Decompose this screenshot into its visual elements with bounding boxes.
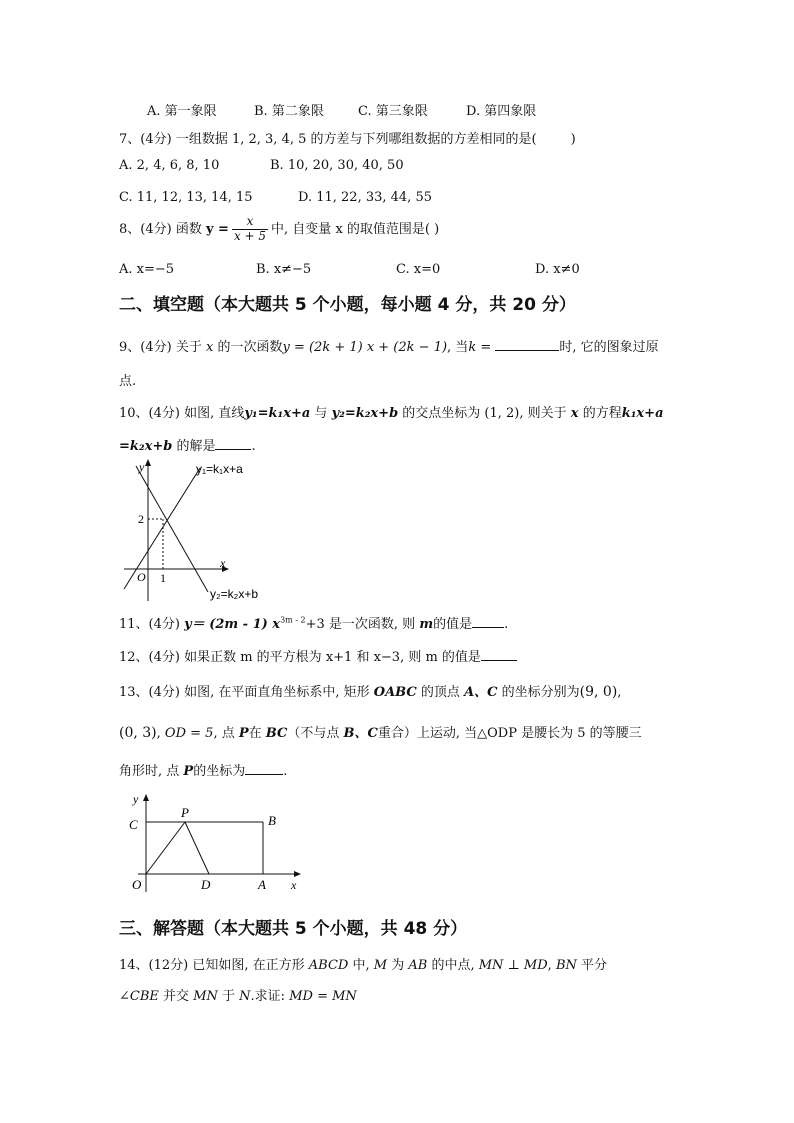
q7-option-b: B. 10, 20, 30, 40, 50 xyxy=(270,158,404,173)
q9-text-c: , 当 xyxy=(447,340,469,355)
q10-graph-figure xyxy=(110,456,280,606)
q13-bc2: B、C xyxy=(343,726,378,741)
q9-answer-blank[interactable] xyxy=(495,338,559,351)
q10-text-d: 的解是 xyxy=(176,439,216,454)
q14-mn: MN xyxy=(193,989,218,1004)
q11-text-c: +3 是一次函数, 则 xyxy=(305,617,416,632)
fig10-origin-label: O xyxy=(137,570,146,584)
fig10-y-label: y xyxy=(139,460,145,474)
q10-mid: 与 xyxy=(314,406,328,421)
question-13-line3 xyxy=(119,762,287,781)
q8-pre: 8、(4分) 函数 xyxy=(119,221,202,237)
question-9-line2: 点. xyxy=(119,374,137,389)
fig13-label-y: y xyxy=(133,792,139,806)
q11-expr: y＝ (2m - 1) x xyxy=(184,617,281,632)
q10-answer-blank[interactable] xyxy=(215,437,251,450)
question-12 xyxy=(119,648,517,667)
q8-option-d: D. x≠0 xyxy=(535,262,580,277)
q10-eq1: y₁=k₁x+a xyxy=(244,406,311,421)
q10-text-c: 的方程 xyxy=(582,406,622,421)
q13-text-i: 的坐标为 xyxy=(193,764,246,779)
q14-text-c: 为 xyxy=(391,958,405,973)
q6-option-c: C. 第三象限 xyxy=(358,104,428,119)
fig13-x-arrow xyxy=(294,871,301,877)
q14-conclusion: MD = MN xyxy=(289,989,357,1004)
q9-formula: y = (2k + 1) x + (2k − 1) xyxy=(282,340,448,355)
q6-option-d: D. 第四象限 xyxy=(466,104,537,119)
q10-text-b: 的交点坐标为 (1, 2), 则关于 xyxy=(402,406,567,421)
fig10-line-y2 xyxy=(136,466,208,592)
fig10-tick-x: 1 xyxy=(160,571,166,585)
q9-text-d: 时, 它的图象过原 xyxy=(559,340,659,355)
q11-var-m: m xyxy=(419,617,434,632)
section-2-heading: 二、填空题（本大题共 5 个小题，每小题 4 分，共 20 分） xyxy=(119,295,576,315)
q8-post: 中, 自变量 x 的取值范围是( ) xyxy=(271,221,440,237)
q13-oabc: OABC xyxy=(373,685,417,700)
q7-close-paren: ) xyxy=(570,132,576,147)
q14-comma: , xyxy=(547,958,552,973)
q10-text-a: 10、(4分) 如图, 直线 xyxy=(119,406,245,421)
q13-coord-a: (9, 0) xyxy=(579,684,618,700)
question-8-stem xyxy=(119,215,439,244)
q11-answer-blank[interactable] xyxy=(472,615,504,628)
q7-option-a: A. 2, 4, 6, 8, 10 xyxy=(119,158,220,173)
fig10-x-label: x xyxy=(220,556,226,570)
q13-text-b: 的顶点 xyxy=(420,685,460,700)
q13-ac: A、C xyxy=(464,685,498,700)
q11-text-d: 的值是 xyxy=(433,617,473,632)
question-10-line1 xyxy=(119,406,664,423)
q8-option-c: C. x=0 xyxy=(396,262,441,277)
question-11 xyxy=(119,615,508,634)
q14-text-b: 中, xyxy=(352,958,370,973)
q7-option-c: C. 11, 12, 13, 14, 15 xyxy=(119,190,253,205)
fig13-label-c: C xyxy=(129,817,138,832)
q14-text-a: 14、(12分) 已知如图, 在正方形 xyxy=(119,958,305,973)
section-3-heading: 三、解答题（本大题共 5 个小题，共 48 分） xyxy=(119,919,468,939)
q12-answer-blank[interactable] xyxy=(481,648,517,661)
q6-option-a: A. 第一象限 xyxy=(147,104,217,119)
q14-bn: BN xyxy=(555,958,577,973)
fig10-line2-label: y₂=k₂x+b xyxy=(210,587,259,601)
q14-ab: AB xyxy=(408,958,428,973)
fig10-y-arrow xyxy=(145,459,151,466)
fig13-y-arrow xyxy=(143,794,149,801)
q7-stem-text: 7、(4分) 一组数据 1, 2, 3, 4, 5 的方差与下列哪组数据的方差相同的是( xyxy=(119,132,537,147)
q13-coord-c: (0, 3) xyxy=(119,725,157,741)
q14-text-g: 并交 xyxy=(163,989,190,1004)
question-9-line1 xyxy=(119,338,659,357)
question-7-stem xyxy=(119,132,576,149)
q11-exponent: 3m - 2 xyxy=(280,615,306,625)
question-14-line1 xyxy=(119,958,607,975)
fig13-label-x: x xyxy=(291,878,297,892)
fig13-label-d: D xyxy=(201,877,211,892)
q10-eq2: y₂=k₂x+b xyxy=(331,406,399,421)
fig13-label-b: B xyxy=(268,813,276,828)
q11-num: 11、(4分) xyxy=(119,617,180,632)
q14-text-i: .求证: xyxy=(250,989,286,1004)
q14-text-h: 于 xyxy=(222,989,236,1004)
q13-text-a: 13、(4分) 如图, 在平面直角坐标系中, 矩形 xyxy=(119,685,370,700)
q13-text-g: 重合）上运动, 当△ODP 是腰长为 5 的等腰三 xyxy=(377,726,642,741)
q9-text-a: 9、(4分) 关于 xyxy=(119,340,202,355)
q12-text: 12、(4分) 如果正数 m 的平方根为 x+1 和 x−3, 则 m 的值是 xyxy=(119,650,481,665)
q9-k-eq: k = xyxy=(468,340,492,355)
q14-perp: MN ⊥ MD xyxy=(478,958,548,973)
q13-comma: , xyxy=(617,685,622,700)
q13-comma2: , xyxy=(156,726,161,741)
q14-angle: ∠CBE xyxy=(119,989,159,1004)
q13-text-c: 的坐标分别为 xyxy=(501,685,580,700)
q10-eq-cont: =k₂x+b xyxy=(119,439,173,454)
q8-fraction xyxy=(232,215,268,244)
q8-option-a: A. x=−5 xyxy=(119,262,175,277)
q9-var-x: x xyxy=(205,340,214,355)
question-13-line2 xyxy=(119,724,642,743)
q13-od: OD = 5 xyxy=(164,726,214,741)
q13-p: P xyxy=(238,726,249,741)
q14-abcd: ABCD xyxy=(308,958,349,973)
q13-text-f: （不与点 xyxy=(287,726,340,741)
q9-text-b: 的一次函数 xyxy=(217,340,283,355)
q8-denominator: x + 5 xyxy=(233,228,267,243)
question-14-line2 xyxy=(119,989,357,1006)
q13-bc: BC xyxy=(265,726,288,741)
question-10-line2 xyxy=(119,437,256,456)
q13-text-e: 在 xyxy=(248,726,262,741)
fig13-label-a: A xyxy=(258,877,266,892)
q7-option-d: D. 11, 22, 33, 44, 55 xyxy=(298,190,432,205)
q13-period: . xyxy=(283,764,288,779)
fig10-line1-label: y₁=k₁x+a xyxy=(196,462,243,476)
q10-eq3: k₁x+a xyxy=(621,406,664,421)
fig13-segment-op xyxy=(146,822,185,874)
q13-rectangle-figure xyxy=(124,790,314,896)
q13-text-d: , 点 xyxy=(213,726,235,741)
q8-numerator: x xyxy=(232,215,268,230)
q14-n: N xyxy=(239,989,251,1004)
q13-text-h: 角形时, 点 xyxy=(119,764,180,779)
fig13-label-p: P xyxy=(181,805,189,820)
q14-m: M xyxy=(373,958,388,973)
q6-option-b: B. 第二象限 xyxy=(254,104,324,119)
question-13-line1 xyxy=(119,683,621,702)
q11-period: . xyxy=(504,617,509,632)
q10-var-x: x xyxy=(570,406,579,421)
q8-y: y = xyxy=(205,221,229,237)
fig13-segment-pd xyxy=(185,822,209,874)
fig13-label-o: O xyxy=(132,877,142,892)
q13-answer-blank[interactable] xyxy=(245,762,283,775)
q14-text-f: 平分 xyxy=(581,958,608,973)
q14-text-d: 的中点, xyxy=(431,958,475,973)
q10-period: . xyxy=(251,439,256,454)
fig10-tick-y: 2 xyxy=(138,512,144,526)
q13-p2: P xyxy=(183,764,194,779)
q8-option-b: B. x≠−5 xyxy=(256,262,312,277)
